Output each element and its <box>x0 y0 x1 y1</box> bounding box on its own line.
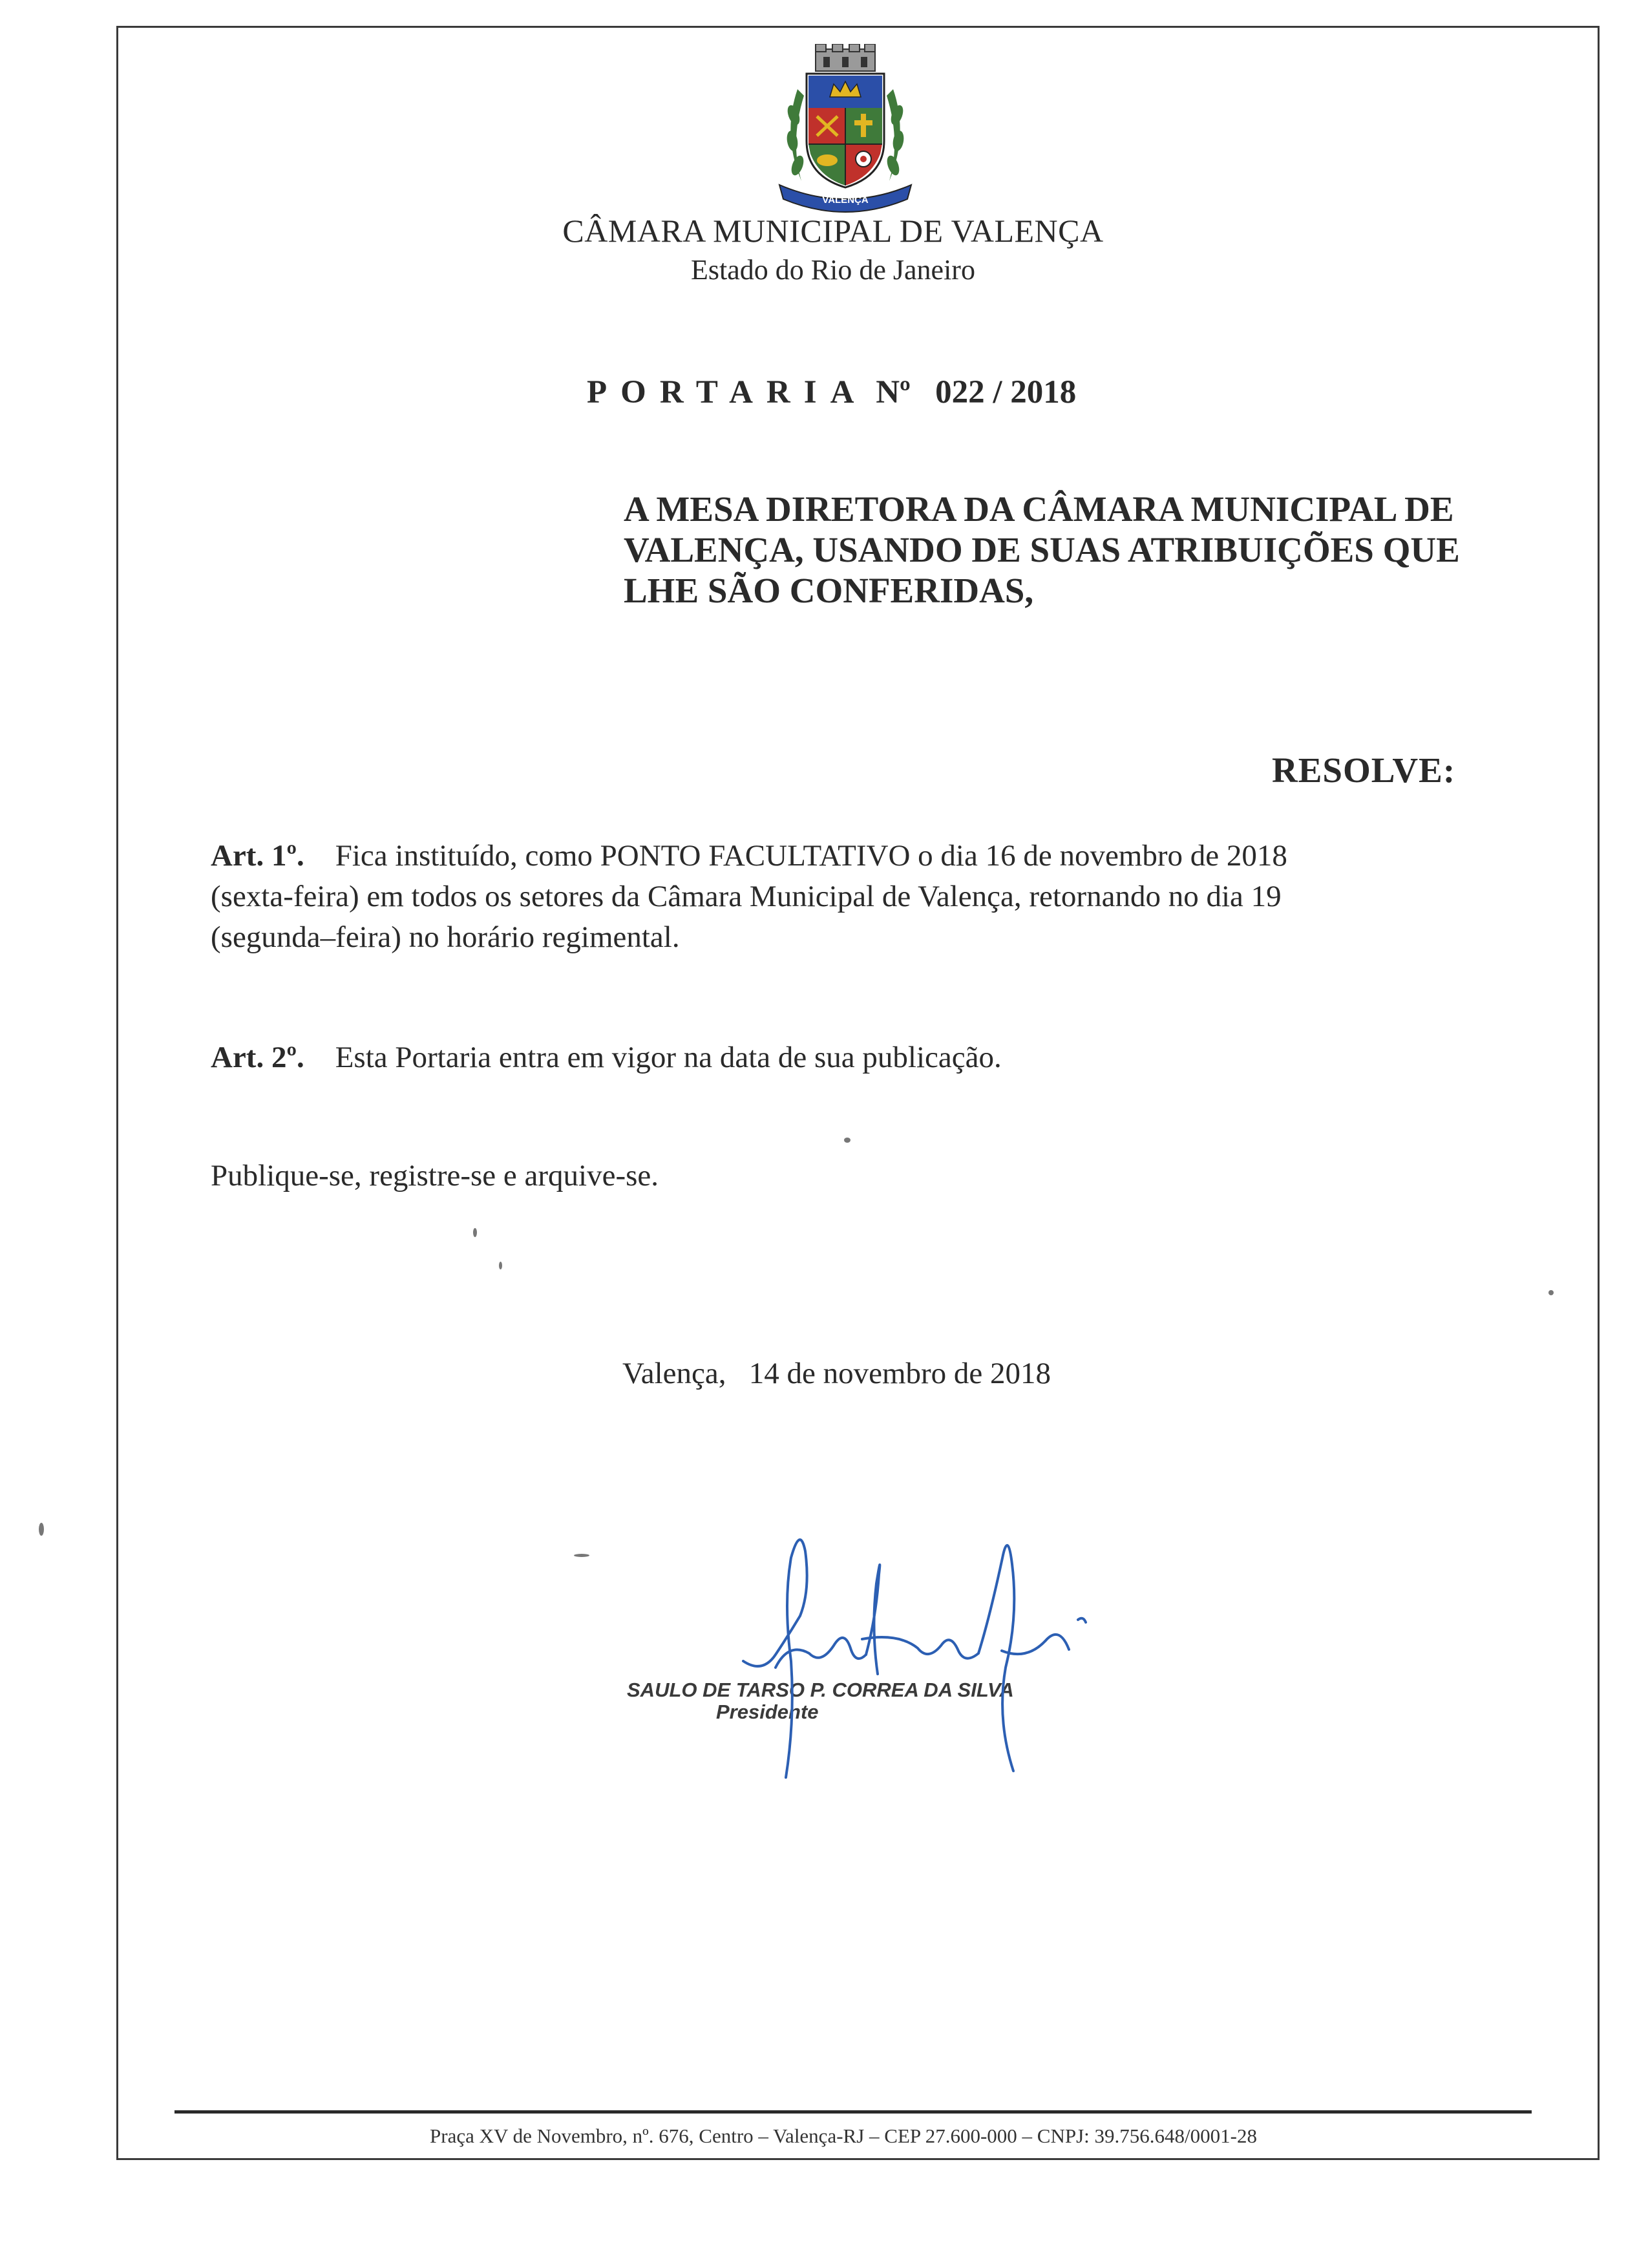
article-1-text-3: (segunda–feira) no horário regimental. <box>211 920 680 954</box>
handwritten-signature <box>724 1512 1125 1784</box>
crest-ribbon <box>779 185 911 212</box>
footer-address: Praça XV de Novembro, nº. 676, Centro – Valença-RJ – CEP 27.600-000 – CNPJ: 39.756.648/0001-28 <box>430 2125 1257 2147</box>
article-2-text: Esta Portaria entra em vigor na data de sua publicação. <box>335 1041 1002 1074</box>
scan-speck <box>844 1138 850 1143</box>
footer-divider <box>174 2110 1532 2114</box>
preamble-line: A MESA DIRETORA DA CÂMARA MUNICIPAL DE <box>624 489 1454 529</box>
scan-speck <box>574 1554 589 1557</box>
article-1 <box>211 836 1524 958</box>
document-title <box>587 374 1076 411</box>
article-1-text-1: Fica instituído, como PONTO FACULTATIVO o dia 16 de novembro de 2018 <box>335 839 1287 873</box>
title-number: 022 / 2018 <box>935 374 1077 410</box>
article-2-label: Art. 2º. <box>211 1041 304 1074</box>
title-number-label: Nº <box>876 374 911 410</box>
resolve-heading: RESOLVE: <box>1272 750 1456 790</box>
preamble-line: LHE SÃO CONFERIDAS, <box>624 571 1034 610</box>
scan-speck <box>499 1262 502 1269</box>
crest-ribbon-text: VALENÇA <box>822 195 869 206</box>
article-1-text-2: (sexta-feira) em todos os setores da Câmara Municipal de Valença, retornando no dia 19 <box>211 880 1282 913</box>
article-2 <box>211 1037 1524 1078</box>
article-1-line-1 <box>211 836 1524 876</box>
title-word: PORTARIA <box>587 374 868 410</box>
signer-role: Presidente <box>716 1701 819 1723</box>
shield <box>807 74 884 187</box>
scan-speck <box>1548 1290 1554 1295</box>
signer-name: SAULO DE TARSO P. CORREA DA SILVA <box>627 1679 1014 1701</box>
institution-name: CÂMARA MUNICIPAL DE VALENÇA <box>562 213 1104 249</box>
state-name: Estado do Rio de Janeiro <box>691 254 975 286</box>
closing-formula: Publique-se, registre-se e arquive-se. <box>211 1159 659 1192</box>
mural-crown <box>816 44 875 71</box>
scan-speck <box>39 1523 44 1536</box>
preamble-line: VALENÇA, USANDO DE SUAS ATRIBUIÇÕES QUE <box>624 530 1460 569</box>
coat-of-arms-logo <box>770 44 920 213</box>
page-border <box>116 26 1600 2160</box>
article-1-label: Art. 1º. <box>211 839 304 873</box>
preamble <box>624 489 1528 611</box>
place-and-date: Valença, 14 de novembro de 2018 <box>622 1357 1051 1390</box>
scan-speck <box>473 1228 477 1237</box>
